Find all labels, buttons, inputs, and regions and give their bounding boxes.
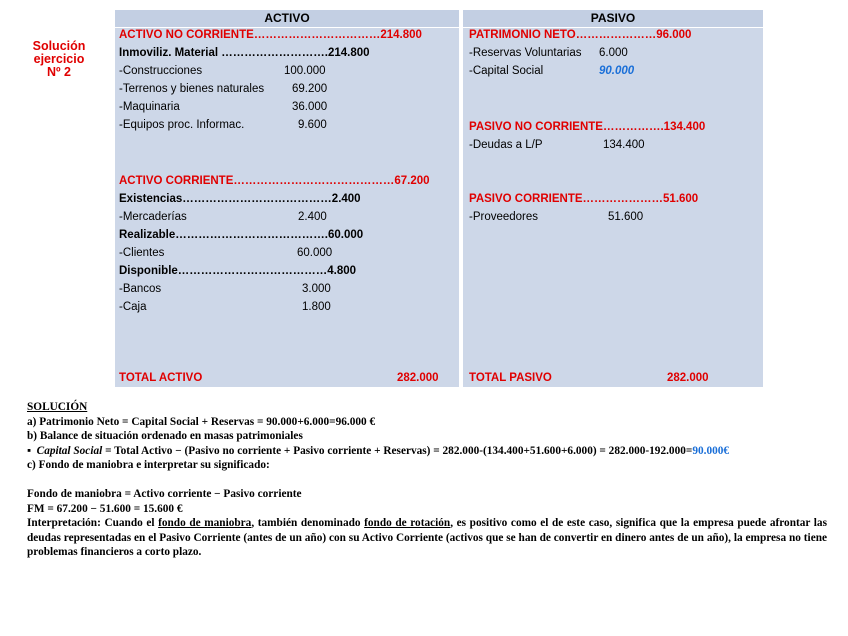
inmovilizado-row: Inmoviliz. Material ……………………….214.800 [119,47,370,59]
capital-social-term: Capital Social [36,444,103,457]
item-maquinaria: -Maquinaria [119,101,180,113]
activo-corriente-row: ACTIVO CORRIENTE……………………………………67.200 [119,175,430,187]
realizable-row: Realizable………………………………….60.000 [119,229,364,241]
activo-no-corriente-row: ACTIVO NO CORRIENTE……………………………214.800 [119,29,422,41]
pasivo-column [463,10,763,387]
solution-part-c: c) Fondo de maniobra e interpretar su significado: [27,459,270,472]
existencias-row: Existencias…………………………………2.400 [119,193,361,205]
exercise-label-line3: Nº 2 [46,65,72,79]
total-activo-value: 282.000 [397,372,439,384]
solution-part-b: b) Balance de situación ordenado en masas patrimoniales [27,430,303,443]
item-deudas-lp: -Deudas a L/P [469,139,543,151]
solution-part-a: a) Patrimonio Neto = Capital Social + Reservas = 90.000+6.000=96.000 € [27,415,376,428]
value-capital-social: 90.000 [599,65,635,77]
term-fondo-maniobra: fondo de maniobra [158,517,252,530]
interpretation-paragraph: Interpretación: Cuando el fondo de maniobra, también denominado fondo de rotación, es positivo como el de este caso, significa que la empresa puede afrontar las deudas representadas en el Pasivo Corriente (antes de un año) con su Activo Corriente (activos que se han de convertir en dinero antes de un año), la empresa no tiene problemas financieros a corto plazo. [27,517,827,559]
item-reservas: -Reservas Voluntarias [469,47,582,59]
value-construcciones: 100.000 [284,65,326,77]
value-bancos: 3.000 [302,283,331,295]
term-fondo-rotacion: fondo de rotación [364,517,451,530]
capital-social-result: 90.000€ [692,444,730,457]
fondo-maniobra-result: FM = 67.200 − 51.600 = 15.600 € [27,502,183,515]
exercise-label [18,40,100,79]
total-pasivo-label: TOTAL PASIVO [469,372,552,384]
balance-sheet-table [115,10,763,387]
activo-column [115,10,459,387]
value-equipos: 9.600 [298,119,327,131]
solution-title: SOLUCIÓN [27,401,88,413]
activo-header: ACTIVO [115,10,459,28]
pasivo-corriente-row: PASIVO CORRIENTE…………………51.600 [469,193,699,205]
value-mercaderias: 2.400 [298,211,327,223]
item-capital-social: -Capital Social [469,65,544,77]
capital-social-formula: = Total Activo − (Pasivo no corriente + Pasivo corriente + Reservas) = 282.000-(134.400+51.600+6.000) = 282.000-192.000= [102,444,693,457]
item-proveedores: -Proveedores [469,211,539,223]
disponible-row: Disponible…………………………………4.800 [119,265,357,277]
exercise-label-line1: Solución [32,39,86,53]
fondo-maniobra-formula: Fondo de maniobra = Activo corriente − Pasivo corriente [27,487,302,500]
item-clientes: -Clientes [119,247,165,259]
value-reservas: 6.000 [599,47,628,59]
item-construcciones: -Construcciones [119,65,203,77]
value-proveedores: 51.600 [608,211,644,223]
item-caja: -Caja [119,301,147,313]
interpretation-label: Interpretación: [27,517,101,530]
item-terrenos: -Terrenos y bienes naturales [119,83,265,95]
value-clientes: 60.000 [297,247,333,259]
patrimonio-neto-row: PATRIMONIO NETO…………………96.000 [469,29,692,41]
value-deudas-lp: 134.400 [603,139,645,151]
item-mercaderias: -Mercaderías [119,211,187,223]
pasivo-no-corriente-row: PASIVO NO CORRIENTE…………….134.400 [469,121,706,133]
value-caja: 1.800 [302,301,331,313]
total-activo-label: TOTAL ACTIVO [119,372,203,384]
solution-bullet [27,444,827,459]
value-terrenos: 69.200 [292,83,328,95]
value-maquinaria: 36.000 [292,101,328,113]
solution-text [27,400,827,560]
exercise-label-line2: ejercicio [33,52,85,66]
item-bancos: -Bancos [119,283,162,295]
pasivo-header: PASIVO [463,10,763,28]
bullet-icon: ▪ [27,444,37,457]
total-pasivo-value: 282.000 [667,372,709,384]
item-equipos: -Equipos proc. Informac. [119,119,245,131]
